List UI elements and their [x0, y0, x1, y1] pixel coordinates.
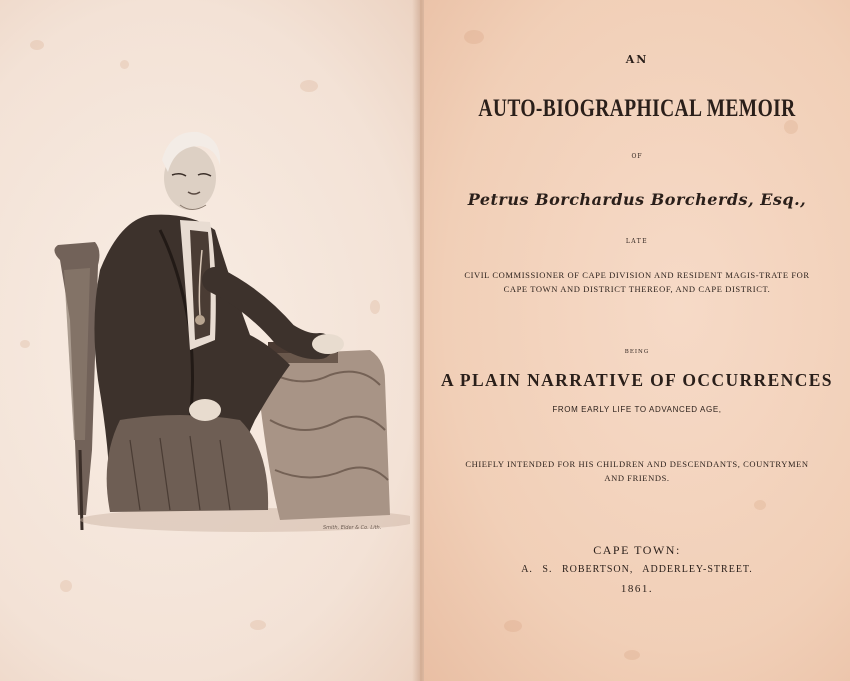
engraved-portrait-image [40, 120, 410, 540]
book-title: AUTO-BIOGRAPHICAL MEMOIR [478, 95, 796, 122]
imprint-place: CAPE TOWN: [593, 543, 681, 557]
subtitle-age: FROM EARLY LIFE TO ADVANCED AGE, [552, 405, 722, 414]
lithographer-credit: Smith, Elder & Co. Lith. [323, 525, 382, 531]
dedication-text: CHIEFLY INTENDED FOR HIS CHILDREN AND DESCENDANTS, COUNTRYMEN AND FRIENDS. [465, 459, 809, 483]
article-an: AN [625, 53, 649, 66]
subtitle-narrative: A PLAIN NARRATIVE OF OCCURRENCES [441, 370, 833, 390]
word-late: LATE [625, 238, 649, 245]
imprint-year: 1861. [620, 583, 654, 595]
imprint-publisher: A. S. ROBERTSON, ADDERLEY-STREET. [521, 564, 753, 575]
left-page [0, 0, 420, 681]
title-page [424, 0, 850, 681]
author-name: Petrus Borchardus Borcherds, Esq., [467, 190, 807, 209]
word-being: BEING [624, 349, 650, 355]
author-office: CIVIL COMMISSIONER OF CAPE DIVISION AND RESIDENT MAGIS-TRATE FOR CAPE TOWN AND DISTRICT THEREOF, AND CAPE DISTRICT. [464, 270, 810, 294]
word-of: OF [631, 153, 643, 160]
